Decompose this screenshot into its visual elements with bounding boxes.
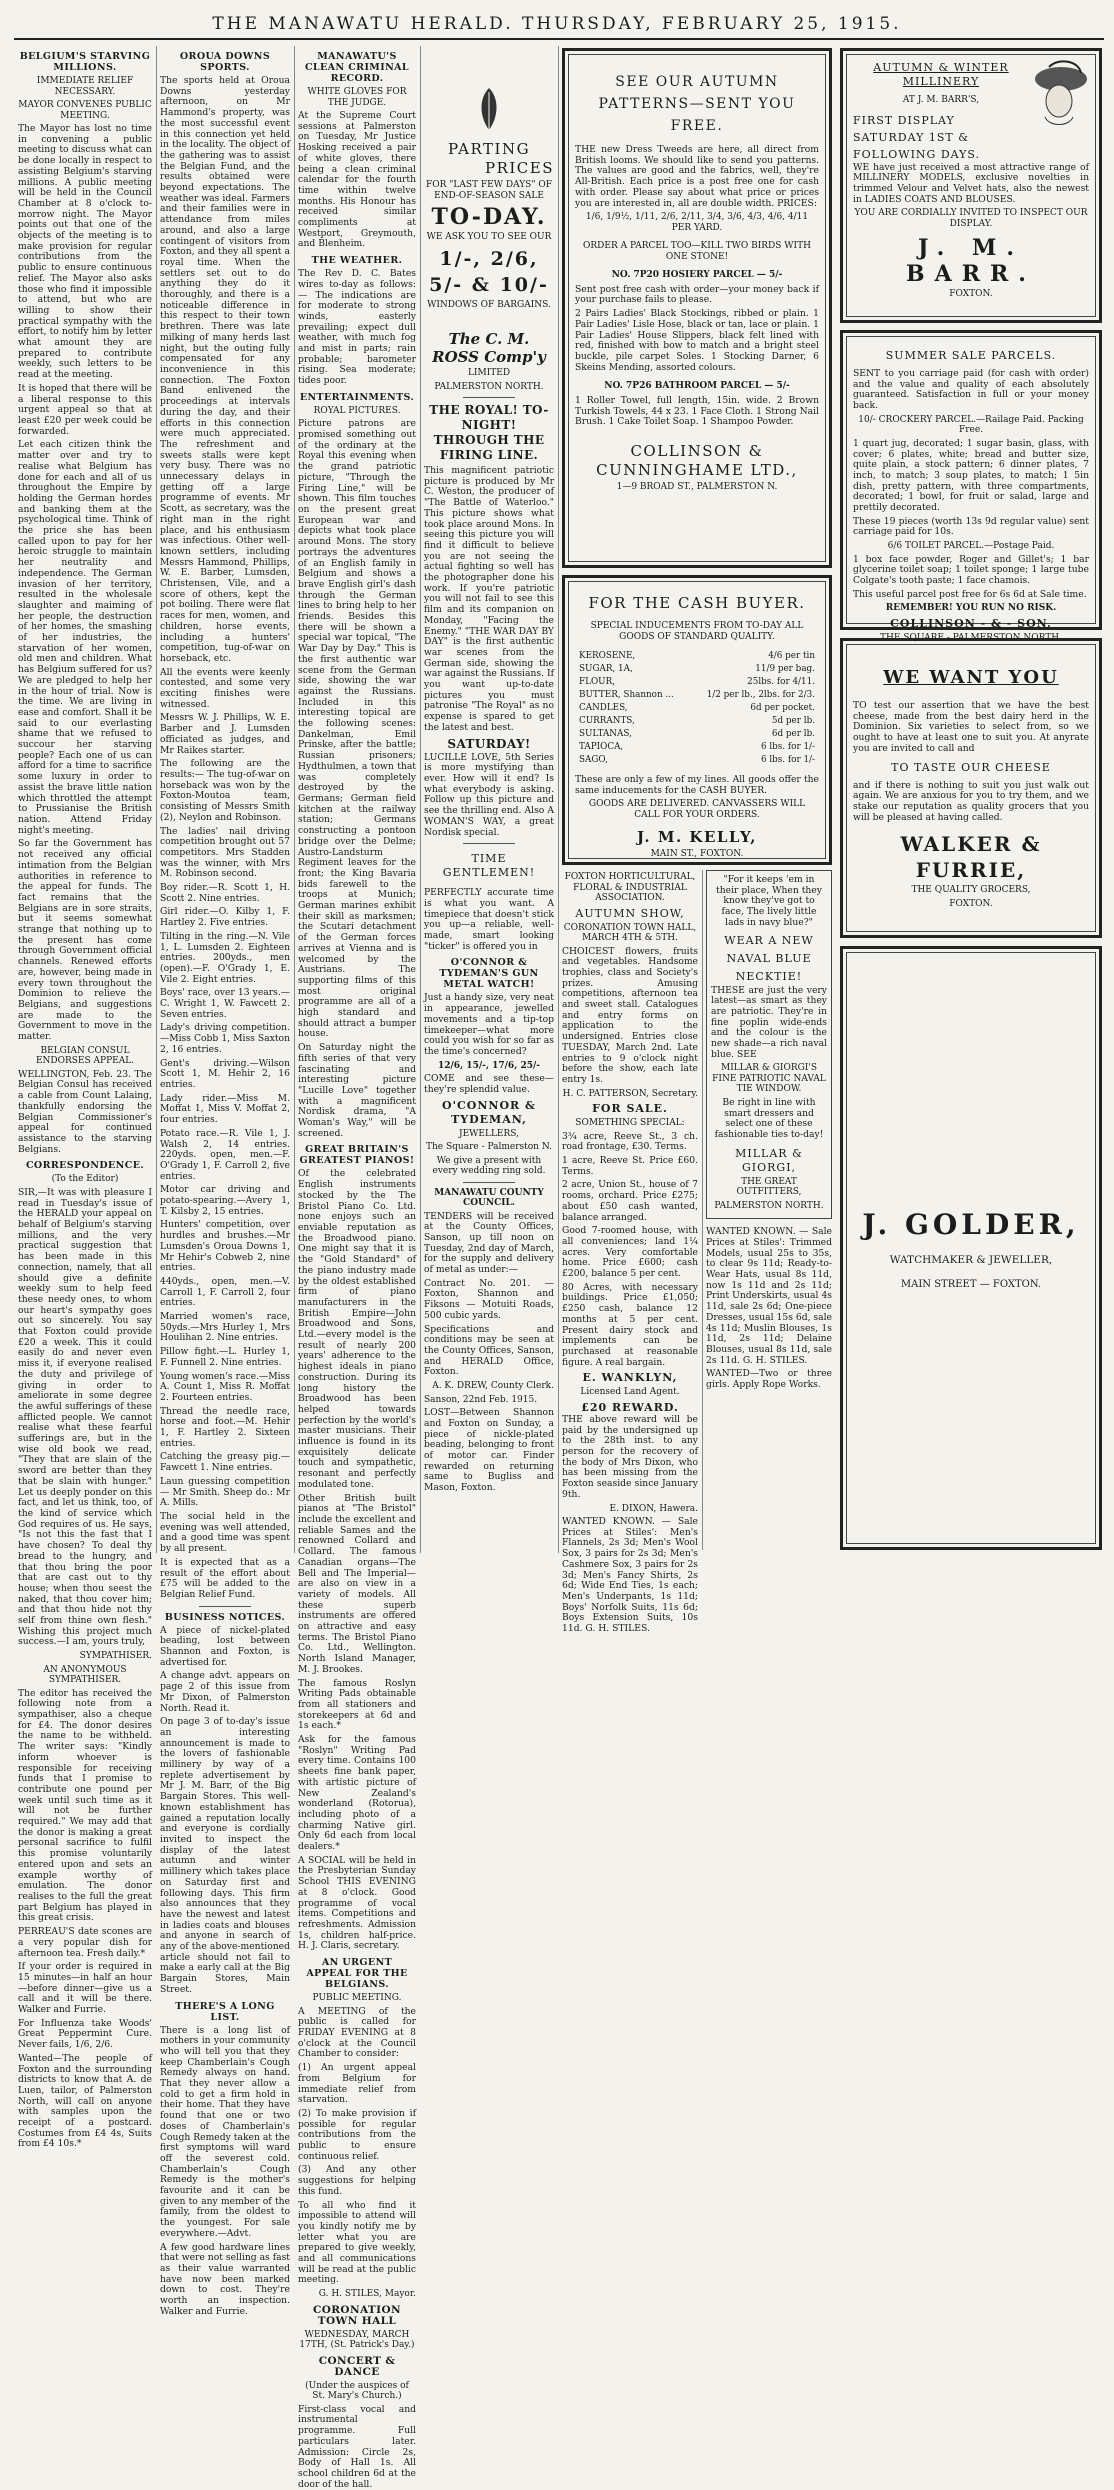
article-subheading: AN ANONYMOUS SYMPATHISER. — [43, 1664, 127, 1686]
separator — [463, 843, 515, 844]
paragraph: 2 Pairs Ladies' Black Stockings, ribbed or plain. 1 Pair Ladies' Lisle Hose, black or tan, lace or plain. 1 Pair Ladies' House Slippers, black felt lined with red, finished with bow to match and a bright steel buckle, pile carpet Soles. 1 Stocking Darner, 6 Skeins Mending, assorted colours. — [575, 308, 819, 373]
article-subheading: (To the Editor) — [51, 1174, 119, 1185]
column-4 — [424, 46, 559, 1553]
ornament — [424, 86, 554, 136]
ad-heading: AUTUMN & WINTER — [873, 61, 1009, 74]
price-item-value: 6d per pocket. — [750, 703, 815, 713]
paragraph: On Saturday night the fifth series of that very fascinating and interesting picture "Lucille Love" together with a magnificent Nordisk drama, "A Woman's Way," will be screened. — [298, 1042, 416, 1139]
ad-subheading: SOMETHING SPECIAL: — [575, 1118, 685, 1129]
paragraph: WE have just received a most attractive range of MILLINERY MODELS, exclusive novelties in trimmed Velour and Velvet hats, also the newest in LADIES COATS AND BLOUSES. — [853, 161, 1089, 205]
ad-autumn-patterns — [562, 48, 832, 568]
price-row — [579, 715, 815, 728]
paragraph: It is expected that as a result of the effort about £75 will be added to the Belgian Relief Fund. — [160, 1556, 290, 1600]
ad-subheading: 10/- CROCKERY PARCEL.—Railage Paid. Packing Free. — [858, 414, 1084, 436]
article-heading: CONCERT & DANCE — [318, 2354, 396, 2378]
paragraph: A MEETING of the public is called for FRIDAY EVENING at 8 o'clock at the Council Chamber to consider: — [298, 2005, 416, 2060]
lady-hat-illustration-icon — [1029, 61, 1089, 131]
paragraph: On page 3 of to-day's issue an interesting announcement is made to the lovers of fashionable millinery by way of a replete advertisement by Mr J. M. Barr, of the Big Bargain Stores. This well-known establishment has gained a reputation locally and everyone is cordially invited to inspect the display of the latest autumn and winter millinery which takes place on Saturday first and following days. This firm also announces that they have the newest and latest in ladies coats and blouses and anyone in search of any of the above-mentioned article should not fail to make a early call at the Big Bargain Stores, Main Street. — [160, 1716, 290, 1995]
ad-heading: FIRST DISPLAY SATURDAY 1ST & FOLLOWING DAYS. — [853, 113, 981, 161]
paragraph: and if there is nothing to suit you just walk out again. We are anxious for you to try them, and we stake our reputation as quality grocers that you will be pleased at having called. — [853, 779, 1089, 823]
paragraph: THESE are just the very latest—as smart as they are patriotic. They're in fine poplin wide-ends and the colour is the new shade—a rich naval blue. SEE — [711, 984, 827, 1060]
paragraph: Of the celebrated English instruments stocked by the The Bristol Piano Co. Ltd. none enjoys such an enviable reputation as the Broadwood piano. One might say that it is the "Gold Standard" of the piano industry made by the oldest established firm of piano manufacturers in the British Empire—John Broadwood and Sons, Ltd.—every model is the result of nearly 200 years' adherence to the highest ideals in piano construction. During its long history the Broadwood has been helped towards perfection by the world's master musicians. Their influence is found in its exquisitely delicate touch and sympathetic, resonant and perfectly modulated tone. — [298, 1168, 416, 1490]
ad-heading: FOR SALE. — [592, 1102, 668, 1116]
show-and-sale-column — [562, 870, 703, 1635]
ad-heading: SATURDAY! — [447, 736, 531, 751]
paragraph: The ladies' nail driving competition brought out 57 competitors. Mrs Stadden was the winner, with Mrs M. Robinson second. — [160, 825, 290, 880]
ross-logo: The C. M. ROSS Comp'y — [432, 330, 546, 366]
ad-subheading: MILLAR & GIORGI'S FINE PATRIOTIC NAVAL TIE WINDOW. — [712, 1063, 826, 1095]
ad-address: THE SQUARE - PALMERSTON NORTH. — [880, 632, 1062, 643]
paragraph: The following are the results:— The tug-of-war on horseback was won by the Foxton-Moutoa team, consisting of Messrs Smith (2), Neylon and Robinson. — [160, 758, 290, 823]
ad-heading: TIME GENTLEMEN! — [442, 852, 536, 880]
ad-we-want-you — [840, 638, 1102, 938]
paragraph: Married women's race, 50yds.—Mrs Hurley 1, Mrs Houlihan 2. Nine entries. — [160, 1311, 290, 1344]
ad-subheading: JEWELLERS, — [458, 1128, 519, 1139]
ad-subheading: ORDER A PARCEL TOO—KILL TWO BIRDS WITH ONE STONE! — [583, 241, 811, 262]
ad-firm: E. WANKLYN, — [582, 1371, 678, 1385]
paragraph: Specifications and conditions may be seen at the County Offices, Sanson, and HERALD Office, Foxton. — [424, 1323, 554, 1378]
paragraph: The social held in the evening was well attended, and a good time was spent by all present. — [160, 1511, 290, 1555]
ad-address: PALMERSTON NORTH. — [714, 1200, 824, 1211]
ad-address: MAIN ST., FOXTON. — [650, 849, 744, 860]
price-item-value: 25lbs. for 4/11. — [747, 677, 815, 687]
paragraph: This magnificent patriotic picture is produced by Mr C. Weston, the producer of "The Battle of Waterloo." This picture shows what took place around Mons. In seeing this picture you will find it difficult to believe you are not seeing the actual fighting so well has the photographer done his work. If you're patriotic you will not fail to see this film and its companion on Monday, "Facing the Enemy." "THE WAR DAY BY DAY" is the first authentic war scenes from the German side, showing the war against the Russians. If you want up-to-date pictures you must patronise "The Royal" as no expense is spared to get the latest and best. — [424, 465, 554, 733]
paragraph: LUCILLE LOVE, 5th Series is more mystifying than ever. How will it end? Is what everybody is asking. Follow up this picture and see the thrilling end. Also A WOMAN'S WAY, a great Nordisk special. — [424, 751, 554, 838]
article-subheading: (Under the auspices of St. Mary's Church.) — [305, 2380, 409, 2402]
ad-address: FOXTON. — [949, 289, 993, 300]
ad-firm: J. M. KELLY, — [636, 828, 758, 847]
paragraph: Hunters' competition, over hurdles and brushes.—Mr Lumsden's Oroua Downs 1, Mr Hehir's Cobweb 2, nine entries. — [160, 1219, 290, 1274]
price-item-value: 4/6 per tin — [768, 651, 815, 661]
ad-heading: THE ROYAL! TO-NIGHT! THROUGH THE FIRING LINE. — [429, 403, 549, 462]
article-heading: THE WEATHER. — [311, 255, 403, 267]
ad-subheading: REMEMBER! YOU RUN NO RISK. — [885, 603, 1057, 614]
ad-heading: O'CONNOR & TYDEMAN'S GUN METAL WATCH! — [439, 957, 539, 991]
paragraph: The Rev D. C. Bates wires to-day as follows:— The indications are for moderate to strong winds, easterly prevailing; expect dull weather, with much fog and mist in parts; rain probable; barometer rising. Sea moderate; tides poor. — [298, 268, 416, 387]
ad-subheading: FOXTON HORTICULTURAL, FLORAL & INDUSTRIAL ASSOCIATION. — [564, 872, 696, 903]
ad-subheading: YOU ARE CORDIALLY INVITED TO INSPECT OUR DISPLAY. — [854, 208, 1088, 229]
signature: H. C. PATTERSON, Secretary. — [562, 1088, 698, 1099]
paragraph: WANTED KNOWN. — Sale Prices at Stiles': Trimmed Models, usual 25s to 35s, to clear 9s 11d; Ready-to-Wear Hats, usual 8s 11d, now 1s 11d and 2s 11d; Print Underskirts, usual 4s 11d, sale 2s 6d; One-piece Dresses, usual 15s 6d, sale 4s 11d; Muslin Blouses, 1s 11d, 2s 11d; Delaine Blouses, usual 8s 11d, sale 2s 11d. G. H. STILES. — [706, 1226, 832, 1366]
price-row — [579, 702, 815, 715]
paragraph: These are only a few of my lines. All goods offer the same inducements for the CASH BUYER. — [575, 774, 819, 796]
article-subheading: WHITE GLOVES FOR THE JUDGE. — [307, 87, 407, 108]
paragraph: Messrs W. J. Phillips, W. E. Barber and J. Lumsden officiated as judges, and Mr Raikes starter. — [160, 712, 290, 756]
ad-subheading: PALMERSTON NORTH. — [434, 381, 544, 392]
article-subheading: PUBLIC MEETING. — [312, 1993, 402, 2004]
ad-subheading: THE GREAT OUTFITTERS, — [736, 1176, 802, 1198]
paragraph: PERFECTLY accurate time is what you want. A timepiece that doesn't stick you up—a reliable, well-made, smart looking "ticker" is offered you in — [424, 887, 554, 952]
ad-subheading: LIMITED — [467, 368, 511, 378]
price-item-name: BUTTER, Shannon ... — [579, 690, 674, 700]
paragraph: These 19 pieces (worth 13s 9d regular value) sent carriage paid for 10s. — [853, 515, 1089, 538]
ad-subheading: 6/6 TOILET PARCEL.—Postage Paid. — [887, 541, 1055, 552]
ad-subheading: GOODS ARE DELIVERED. CANVASSERS WILL CALL FOR YOUR ORDERS. — [588, 799, 806, 820]
paragraph: Contract No. 201. — Foxton, Shannon and Fiksons — Motuiti Roads, 500 cubic yards. — [424, 1277, 554, 1321]
paragraph: 1 Roller Towel, full length, 15in. wide. 2 Brown Turkish Towels, 44 x 23. 1 Face Cloth. 1 Strong Nail Brush. 1 Cake Toilet Soap. 1 Shampoo Powder. — [575, 394, 819, 428]
ad-quote: "For it keeps 'em in their place, When they know they've got to face, The lively little lads in navy blue?" — [716, 874, 822, 928]
ad-subheading: NO. 7P26 BATHROOM PARCEL — 5/- — [604, 381, 790, 392]
article-heading: CORONATION TOWN HALL — [312, 2303, 401, 2327]
paragraph: (3) And any other suggestions for helping this fund. — [298, 2164, 416, 2197]
article-heading: GREAT BRITAIN'S GREATEST PIANOS! — [299, 1144, 415, 1167]
price-row — [579, 728, 815, 741]
price-item-name: SAGO, — [579, 755, 608, 765]
date: Sanson, 22nd Feb. 1915. — [424, 1394, 538, 1405]
price-item-value: 5d per lb. — [771, 716, 815, 726]
paragraph: WELLINGTON, Feb. 23. The Belgian Consul has received a cable from Count Lalaing, thankfully endorsing the Belgian Commissioner's appeal for continued assistance to the starving Belgians. — [18, 1068, 152, 1155]
paragraph: So far the Government has not received any official intimation from the Belgian authorities in reference to the appeal for funds. The fact remains that the Belgians are in sore straits, but it seems somewhat strange that nothing up to the present has come through Government official channels. Renewed efforts are, however, being made in every town throughout the Dominion to relieve the Belgians, and suggestions are made to the Government to move in the matter. — [18, 838, 152, 1043]
paragraph: 3¾ acre, Reeve St., 3 ch. road frontage, £30. Terms. — [562, 1130, 698, 1153]
signature: A. K. DREW, County Clerk. — [432, 1381, 554, 1392]
article-heading: MANAWATU'S CLEAN CRIMINAL RECORD. — [304, 51, 410, 84]
column-2 — [160, 46, 295, 2317]
ad-subheading: WATCHMAKER & JEWELLER, — [889, 1254, 1053, 1266]
ad-heading: TO TASTE OUR CHEESE — [891, 760, 1051, 774]
price-row — [579, 676, 815, 689]
price-list — [579, 650, 815, 767]
paragraph: Motor car driving and potato-spearing.—Avery 1, T. Kilsby 2, 15 entries. — [160, 1184, 290, 1217]
paragraph: At the Supreme Court sessions at Palmerston on Tuesday, Mr Justice Hosking received a pair of white gloves, there being a clean criminal calendar for the fourth time within twelve months. His Honour has received similar compliments at Westport, Greymouth, and Blenheim. — [298, 110, 416, 250]
ad-heading: SEE OUR AUTUMN PATTERNS—SENT YOU FREE. — [598, 74, 796, 134]
paragraph: A few good hardware lines that were not selling as fast as their value warranted have now been marked down to cost. They're worth an inspection. Walker and Furrie. — [160, 2241, 290, 2317]
paragraph: (2) To make provision if possible for regular contributions from the public to ensure continuous relief. — [298, 2107, 416, 2162]
masthead-title: THE MANAWATU HERALD. THURSDAY, FEBRUARY 25, 1915. — [212, 14, 902, 34]
ad-subheading: Licensed Land Agent. — [580, 1387, 680, 1398]
paragraph: Just a handy size, very neat in appearance, jewelled movements and a tip-top timekeeper—what more could you wish for so far as the time's concerned? — [424, 992, 554, 1057]
paragraph: All the events were keenly contested, and some very exciting finishes were witnessed. — [160, 666, 290, 710]
article-subheading: MAYOR CONVENES PUBLIC MEETING. — [18, 100, 152, 121]
paragraph: Gent's driving.—Wilson Scott 1, M. Hehir 2, 16 entries. — [160, 1057, 290, 1090]
price-row — [579, 741, 815, 754]
article-subheading: BELGIAN CONSUL ENDORSES APPEAL. — [35, 1045, 135, 1067]
paragraph: Boys' race, over 13 years.—C. Wright 1, W. Fawcett 2. Seven entries. — [160, 987, 290, 1020]
paragraph: WANTED KNOWN. — Sale Prices at Stiles': Men's Flannels, 2s 3d; Men's Wool Sox, 3 pairs for 2s 3d; Men's Cashmere Sox, 3 pairs for 2s 3d; Men's Fancy Shirts, 2s 6d; Wide End Ties, 1s each; Men's Underpants, 1s 11d; Boys' Norfolk Suits, 11s 6d; Boys Extension Suits, 10s 11d. G. H. STILES. — [562, 1516, 698, 1635]
paragraph: SENT to you carriage paid (for cash with order) and the value and quality of each absolutely guaranteed. Satisfaction in full or your money back. — [853, 368, 1089, 412]
paragraph: Picture patrons are promised something out of the ordinary at the Royal this evening when the grand patriotic picture, "Through the Firing Line," will be shown. This film touches on the present great European war and depicts what took place around Mons. The story portrays the adventures of an English family in Belgium and shows a brave English girl's dash through the German lines to bring help to her friends. Besides this there will be shown a special war topical, "The War Day by Day." This is the first authentic war scene from the German side, showing the war against the Russians. Included in this interesting topical are the following scenes: Dankelman, Emil Prinske, after the battle; Russian prisoners; Hydthulmen, a town that was completely destroyed by the Germans; German field kitchen at the railway station; Germans constructing a pontoon bridge over the Delme; Austro-Landsturm Regiment leaves for the front; the King Bavaria bids farewell to the troops at Munich; German marines exhibit their skill as marksmen; the Scutari detachment of the German forces arrives at Vienna and is welcomed by the Austrians. The supporting films of this most original programme are all of a high standard and should attract a bumper house. — [298, 418, 416, 1040]
ad-subheading: We give a present with every wedding ring sold. — [432, 1155, 546, 1177]
paragraph: Good 7-roomed house, with all conveniences; land 1¼ acres. Very comfortable home. Price £600; cash £200, balance 5 per cent. — [562, 1225, 698, 1280]
paragraph: This useful parcel post free for 6s 6d at Sale time. — [853, 588, 1087, 600]
paragraph: (1) An urgent appeal from Belgium for immediate relief from starvation. — [298, 2062, 416, 2106]
paragraph: There is a long list of mothers in your community who will tell you that they keep Chamberlain's Cough Remedy always on hand. That they never allow a cold to get a firm hold in their home. That they have found that one or two doses of Chamberlain's Cough Remedy taken at the first symptoms will ward off the severest cold. Chamberlain's Cough Remedy is the mother's favourite and it can be given to any member of the family, from the oldest to the youngest. For sale everywhere.—Advt. — [160, 2024, 290, 2239]
ad-heading: £20 REWARD. — [581, 1400, 679, 1414]
ad-subheading: SPECIAL INDUCEMENTS FROM TO-DAY ALL GOODS OF STANDARD QUALITY. — [590, 621, 804, 642]
price-row — [579, 754, 815, 767]
paragraph: 1 quart jug, decorated; 1 sugar basin, glass, with cover; 6 plates, white; bread and butter size, quite plain, a stock pattern; 6 dinner plates, 7 inch, to match; 3 soup plates, to match; 1 5in dish, pretty pattern, with three compartments, decorated; 1 bowl, for fruit or salad, large and prettily decorated. — [853, 437, 1089, 514]
paragraph: For Influenza take Woods' Great Peppermint Cure. Never fails, 1/6, 2/6. — [18, 2017, 152, 2051]
signature: SYMPATHISER. — [79, 1651, 152, 1662]
paragraph: Lady's driving competition.—Miss Cobb 1, Miss Saxton 2, 16 entries. — [160, 1022, 290, 1055]
ad-subheading: THE QUALITY GROCERS, — [911, 885, 1031, 896]
paragraph: 1 acre, Reeve St. Price £60. Terms. — [562, 1155, 698, 1177]
article-subheading: IMMEDIATE RELIEF NECESSARY. — [36, 76, 134, 97]
ad-summer-sale — [840, 330, 1102, 643]
paragraph: Ask for the famous "Roslyn" Writing Pad every time. Contains 100 sheets fine bank paper, with artistic picture of New Zealand's wonderland (Rotorua), including photo of a charming Native girl. Only 6d each from local dealers.* — [298, 1734, 416, 1853]
ad-subheading: WINDOWS OF BARGAINS. — [427, 299, 551, 310]
article-subheading: ROYAL PICTURES. — [313, 405, 401, 416]
paragraph: Let each citizen think the matter over and try to realise what Belgium has done for each and all of us throughout the Empire by holding the German hordes and banking them at the psychological time. Think of the price she has been called upon to pay for her heroic struggle to maintain her neutrality and independence. The German invasion of her territory, resulted in the wholesale slaughter and maiming of her people, the destruction of her homes, the smashing of her industries, the starvation of her women, old men and children. What has Belgium suffered for us? We are pledged to help her in the hour of trial. Now is the time. We are living in ease and comfort. Shall it be said to our everlasting shame that we refused to succour her starving people? Each one of us can afford for a time to sacrifice some luxury in order to assist the brave little nation which throttled the attempt to Prussianise the British nation. Attend Friday night's meeting. — [18, 439, 152, 836]
paragraph: Girl rider.—O. Kilby 1, F. Hartley 2. Five entries. — [160, 906, 290, 929]
article-heading: BUSINESS NOTICES. — [164, 1611, 286, 1623]
ad-heading: 1/-, 2/6, 5/- & 10/- — [429, 247, 549, 296]
paragraph: THE new Dress Tweeds are here, all direct from British looms. We should like to send you patterns. The values are good and the fabrics, well, they're All-British. Each price is a post free one for cash with order. Please say about what price or prices you are interested in, all are double width. PRICES: — [575, 144, 819, 209]
separator — [463, 397, 515, 398]
price-item-value: 6d per lb. — [771, 729, 815, 739]
paragraph: If your order is required in 15 minutes—in half an hour—before dinner—give us a call and it will be there. Walker and Furrie. — [18, 1961, 152, 2016]
price-item-name: CURRANTS, — [579, 716, 635, 726]
paragraph: WANTED—Two or three girls. Apply Rope Works. — [706, 1368, 832, 1391]
price-row — [579, 689, 815, 702]
paragraph: Lady rider.—Miss M. Moffat 1, Miss V. Moffat 2, four entries. — [160, 1092, 290, 1126]
paragraph: TENDERS will be received at the County Offices, Sanson, up till noon on Tuesday, 2nd day of March, for the supply and delivery of metal as under:— — [424, 1210, 554, 1276]
article-heading: CORRESPONDENCE. — [25, 1160, 145, 1172]
ad-heading: MANAWATU COUNTY COUNCIL. — [434, 1187, 544, 1209]
paragraph: LOST—Between Shannon and Foxton on Sunday, a piece of nickle-plated beading, belonging to front of motor car. Finder rewarded on returning same to Bugliss and Mason, Foxton. — [424, 1407, 554, 1494]
ad-firm: O'CONNOR & TYDEMAN, — [442, 1098, 536, 1126]
ad-firm: COLLINSON & CUNNINGHAME LTD., — [596, 441, 798, 479]
price-item-value: 1/2 per lb., 2lbs. for 2/3. — [706, 690, 815, 700]
paragraph: THE above reward will be paid by the undersigned up to the 28th inst. to any person for the recovery of the body of Mrs Dixon, who has been missing from the Foxton seaside since January 9th. — [562, 1413, 698, 1500]
paragraph: PERREAU'S date scones are a very popular dish for afternoon tea. Fresh daily.* — [18, 1926, 152, 1959]
signature: E. DIXON, Hawera. — [609, 1503, 698, 1514]
ad-heading: WEAR A NEW NAVAL BLUE NECKTIE! — [724, 933, 814, 983]
ad-heading: FOR THE CASH BUYER. — [588, 594, 806, 612]
ad-subheading: CORONATION TOWN HALL, MARCH 4TH & 5TH. — [563, 922, 697, 943]
ad-firm: MILLAR & GIORGI, — [735, 1146, 803, 1174]
ad-golder — [840, 946, 1102, 1550]
paragraph: Sent post free cash with order—your money back if your purchase fails to please. — [575, 283, 819, 306]
ad-heading: PRICES — [484, 159, 554, 177]
paragraph: COME and see these—they're splendid value. — [424, 1073, 554, 1095]
ad-address: The Square - Palmerston N. — [426, 1142, 552, 1153]
paragraph: 1 box face powder, Roger and Gillet's; 1 bar glycerine toilet soap; 1 toilet sponge; 1 large tube Colgate's tooth paste; 1 face chamois. — [853, 553, 1089, 587]
paragraph: Laun guessing competition — Mr Smith. Sheep do.: Mr A. Mills. — [160, 1475, 290, 1509]
paragraph: SIR,—It was with pleasure I read in Tuesday's issue of the HERALD your appeal on behalf of Belgium's starving millions, and the very practical suggestion that has been made in this connection, namely, that all should give a definite weekly sum to help feed these needy ones, to whom our heart's sympathy goes out so sincerely. You say that Foxton could provide £20 a week. This it could easily do and never even miss it, if everyone realised the duty and privilege of giving in order to ameliorate in some degree the awful sufferings of these afflicted people. We cannot realise what these fearful sufferings are, but in the wise old book we read, "They that are slain of the sword are better than they that be slain with hunger." Let us deeply ponder on this fact, and let us think, too, of the kind of service which God requires of us. He says, "Is not this the fast that I have chosen? To deal thy bread to the hungry, and that thou bring the poor that are cast out to thy house; when thou seest the naked, that thou cover him; and that thou hide not thy self from thine own flesh." Wishing this project much success.—I am, yours truly, — [18, 1186, 152, 1648]
ad-firm: COLLINSON - & - SON, — [890, 616, 1052, 630]
ad-cash-buyer — [562, 575, 832, 865]
ad-heading: AUTUMN SHOW, — [575, 906, 685, 920]
paragraph: Catching the greasy pig.—Fawcett 1. Nine entries. — [160, 1451, 290, 1474]
paragraph: A piece of nickel-plated beading, lost between Shannon and Foxton, is advertised for. — [160, 1624, 290, 1668]
ad-subheading: NO. 7P20 HOSIERY PARCEL — 5/- — [611, 270, 783, 281]
paragraph: The famous Roslyn Writing Pads obtainable from all stationers and storekeepers at 6d and 1s each.* — [298, 1677, 416, 1732]
ad-heading: SUMMER SALE PARCELS. — [885, 349, 1057, 362]
column-3 — [298, 46, 421, 2490]
necktie-column — [706, 870, 832, 1550]
price-row — [579, 650, 815, 663]
separator — [463, 1182, 515, 1183]
ad-address: FOXTON. — [949, 898, 993, 909]
paragraph: A SOCIAL will be held in the Presbyterian Sunday School THIS EVENING at 8 o'clock. Good programme of vocal items. Competitions and refreshments. Admission 1s, children half-price. H. J. Claris, secretary. — [298, 1854, 416, 1952]
ad-address: MAIN STREET — FOXTON. — [900, 1278, 1042, 1290]
ad-heading: TO-DAY. — [431, 204, 547, 230]
paragraph: Boy rider.—R. Scott 1, H. Scott 2. Nine entries. — [160, 882, 290, 904]
price-row — [579, 663, 815, 676]
signature: G. H. STILES, Mayor. — [318, 2289, 416, 2300]
ad-firm: J. M. BARR. — [906, 235, 1036, 288]
paragraph: 440yds., open, men.—V. Carroll 1, F. Carroll 2, four entries. — [160, 1275, 290, 1309]
masthead — [0, 0, 1114, 40]
paragraph: CHOICEST flowers, fruits and vegetables. Handsome trophies, class and Society's prizes. Amusing competitions, afternoon tea and sweet stall. Catalogues and entry forms on application to the undersigned. Entries close TUESDAY, March 2nd. Late entries to 9 o'clock night before the show, each late entry 1s. — [562, 945, 698, 1085]
article-heading: THERE'S A LONG LIST. — [175, 2000, 275, 2023]
article-heading: OROUA DOWNS SPORTS. — [179, 51, 271, 73]
separator — [199, 1606, 251, 1607]
price-item-value: 6 lbs. for 1/- — [760, 742, 815, 752]
ad-firm: WALKER & FURRIE, — [900, 832, 1042, 883]
paragraph: The editor has received the following note from a sympathiser, also a cheque for £4. The donor desires the name to be withheld. The writer says: "Kindly inform whoever is responsible for receiving funds that I promise to contribute one pound per week until such time as it will not be further required." We may add that the donor is making a great personal sacrifice to fulfil this promise voluntarily entered upon and sets an example worthy of emulation. The donor realises to the full the great part Belgium has played in this great crisis. — [18, 1687, 152, 1924]
ad-heading: PARTING — [447, 140, 531, 158]
ad-necktie — [706, 870, 832, 1219]
price-item-name: KEROSENE, — [579, 651, 636, 661]
ad-firm: J. GOLDER, — [862, 1208, 1080, 1241]
ad-address: 1—9 BROAD ST., PALMERSTON N. — [616, 481, 778, 492]
masthead-rule — [14, 38, 1104, 40]
ad-barr-millinery — [840, 48, 1102, 323]
column-1 — [18, 46, 157, 2150]
feather-ornament-icon — [474, 86, 504, 132]
paragraph: Potato race.—R. Vile 1, J. Walsh 2, 14 entries. 220yds. open, men.—F. O'Grady 1, F. Carroll 2, five entries. — [160, 1127, 290, 1182]
ad-heading: MILLINERY — [902, 75, 980, 88]
ad-subheading: FOR "LAST FEW DAYS" OF END-OF-SEASON SALE — [426, 180, 552, 201]
paragraph: Pillow fight.—L. Hurley 1, F. Funnell 2. Nine entries. — [160, 1346, 290, 1368]
paragraph: Wanted—The people of Foxton and the surrounding districts to know that A. de Luen, tailor, of Palmerston North, will call on anyone with samples upon the receipt of a postcard. Costumes from £4 4s, Suits from £4 10s.* — [18, 2052, 152, 2150]
paragraph: A change advt. appears on page 2 of this issue from Mr Dixon, of Palmerston North. Read it. — [160, 1670, 290, 1714]
article-heading: AN URGENT APPEAL FOR THE BELGIANS. — [306, 1957, 408, 1991]
price-item-name: SUGAR, 1A, — [579, 664, 633, 674]
price-item-name: TAPIOCA, — [579, 742, 624, 752]
paragraph: 80 Acres, with necessary buildings. Price £1,050; £250 cash, balance 12 months at 5 per cent. Present dairy stock and implements can be purchased at reasonable figure. A real bargain. — [562, 1281, 698, 1368]
paragraph: The Mayor has lost no time in convening a public meeting to discuss what can be done locally in respect to assisting Belgium's starving millions. A public meeting will be held in the Council Chamber at 8 o'clock to-morrow night. The Mayor points out that one of the objects of the meeting is to make provision for regular contributions from the public to ensure continuous relief. The Mayor also asks those who find it impossible to attend, but who are willing to show their practical sympathy with the effort, to notify him by letter what amount they are prepared to contribute weekly, such letters to be read at the meeting. — [18, 123, 152, 381]
paragraph: Tilting in the ring.—N. Vile 1, L. Lumsden 2. Eighteen entries. 200yds., men (open).—F. O'Grady 1, E. Vile 2. Eight entries. — [160, 930, 290, 985]
article-heading: ENTERTAINMENTS. — [299, 391, 415, 403]
paragraph: Be right in line with smart dressers and select one of these fashionable ties to-day! — [714, 1096, 824, 1141]
ad-prices: 12/6, 15/-, 17/6, 25/- — [437, 1060, 541, 1071]
article-heading: BELGIUM'S STARVING MILLIONS. — [19, 51, 151, 73]
ad-subheading: AT J. M. BARR'S, — [902, 95, 980, 105]
paragraph: Young women's race.—Miss A. Count 1, Miss R. Moffat 2. Fourteen entries. — [160, 1370, 290, 1403]
paragraph: First-class vocal and instrumental programme. Full particulars later. Admission: Circle 2s, Body of Hall 1s. All school children 6d at the door of the hall. — [298, 2403, 416, 2490]
price-item-name: CANDLES, — [579, 703, 628, 713]
paragraph: The sports held at Oroua Downs yesterday afternoon, on Mr Hammond's property, was the most successful event in this connection yet held in the locality. The object of the gathering was to assist the Belgian Fund, and the results obtained were beyond expectations. The weather was ideal. Farmers and their families were in attendance from miles around, and also a large contingent of visitors from Foxton, and they all spent a royal time. When the settlers set out to do anything they do it thoroughly, and there is a noticeable difference in this respect to their town brethren. There was late milking of many herds last night, but the outing fully compensated for any inconvenience in this connection. The Foxton Band enlivened the proceedings at intervals during the day, and their efforts in this connection were much appreciated. The refreshment and sweets stalls were kept very busy. There was no unnecessary delays in getting off a large programme of events. Mr Scott, as secretary, was the right man in the right place, and his enthusiasm was infectious. Other well-known settlers, including Messrs Hammond, Phillips, W. E. Barber, Lumsden, Christensen, Vile, and a score of others, kept the pot boiling. There were flat races for men, women, and children, horse events, including a hunters' competition, tug-of-war on horseback, etc. — [160, 75, 290, 664]
ad-heading: WE WANT YOU — [883, 667, 1059, 688]
article-subheading: WEDNESDAY, MARCH 17TH, (St. Patrick's Day.) — [299, 2329, 415, 2351]
price-item-name: SULTANAS, — [579, 729, 632, 739]
paragraph: 2 acre, Union St., house of 7 rooms, orchard. Price £275; about £50 cash wanted, balance arranged. — [562, 1179, 698, 1223]
ad-prices: 1/6, 1/9½, 1/11, 2/6, 2/11, 3/4, 3/6, 4/3, 4/6, 4/11 PER YARD. — [585, 212, 809, 233]
paragraph: TO test our assertion that we have the best cheese, made from the best dairy herd in the Dominion. Six varieties to select from, so we ought to have at least one to suit you. At anyrate you are invited to call and — [853, 700, 1089, 754]
price-item-value: 11/9 per bag. — [755, 664, 815, 674]
paragraph: Other British built pianos at "The Bristol" include the excellent and reliable Sames and the renowned Collard and Collard. The famous Canadian organs—The Bell and The Imperial—are also on view in a variety of models. All these superb instruments are offered on attractive and easy terms. The Bristol Piano Co. Ltd., Wellington. North Island Manager, M. J. Brookes. — [298, 1492, 416, 1675]
paragraph: It is hoped that there will be a liberal response to this urgent appeal so that at least £20 per week could be forwarded. — [18, 382, 152, 437]
paragraph: Thread the needle race, horse and foot.—M. Hehir 1, F. Hartley 2. Sixteen entries. — [160, 1405, 290, 1449]
price-item-name: FLOUR, — [579, 677, 615, 687]
price-item-value: 6 lbs. for 1/- — [760, 755, 815, 765]
paragraph: To all who find it impossible to attend will you kindly notify me by letter what you are prepared to give weekly, and all communications will be read at the public meeting. — [298, 2199, 416, 2286]
ad-subheading: WE ASK YOU TO SEE OUR — [426, 232, 552, 242]
